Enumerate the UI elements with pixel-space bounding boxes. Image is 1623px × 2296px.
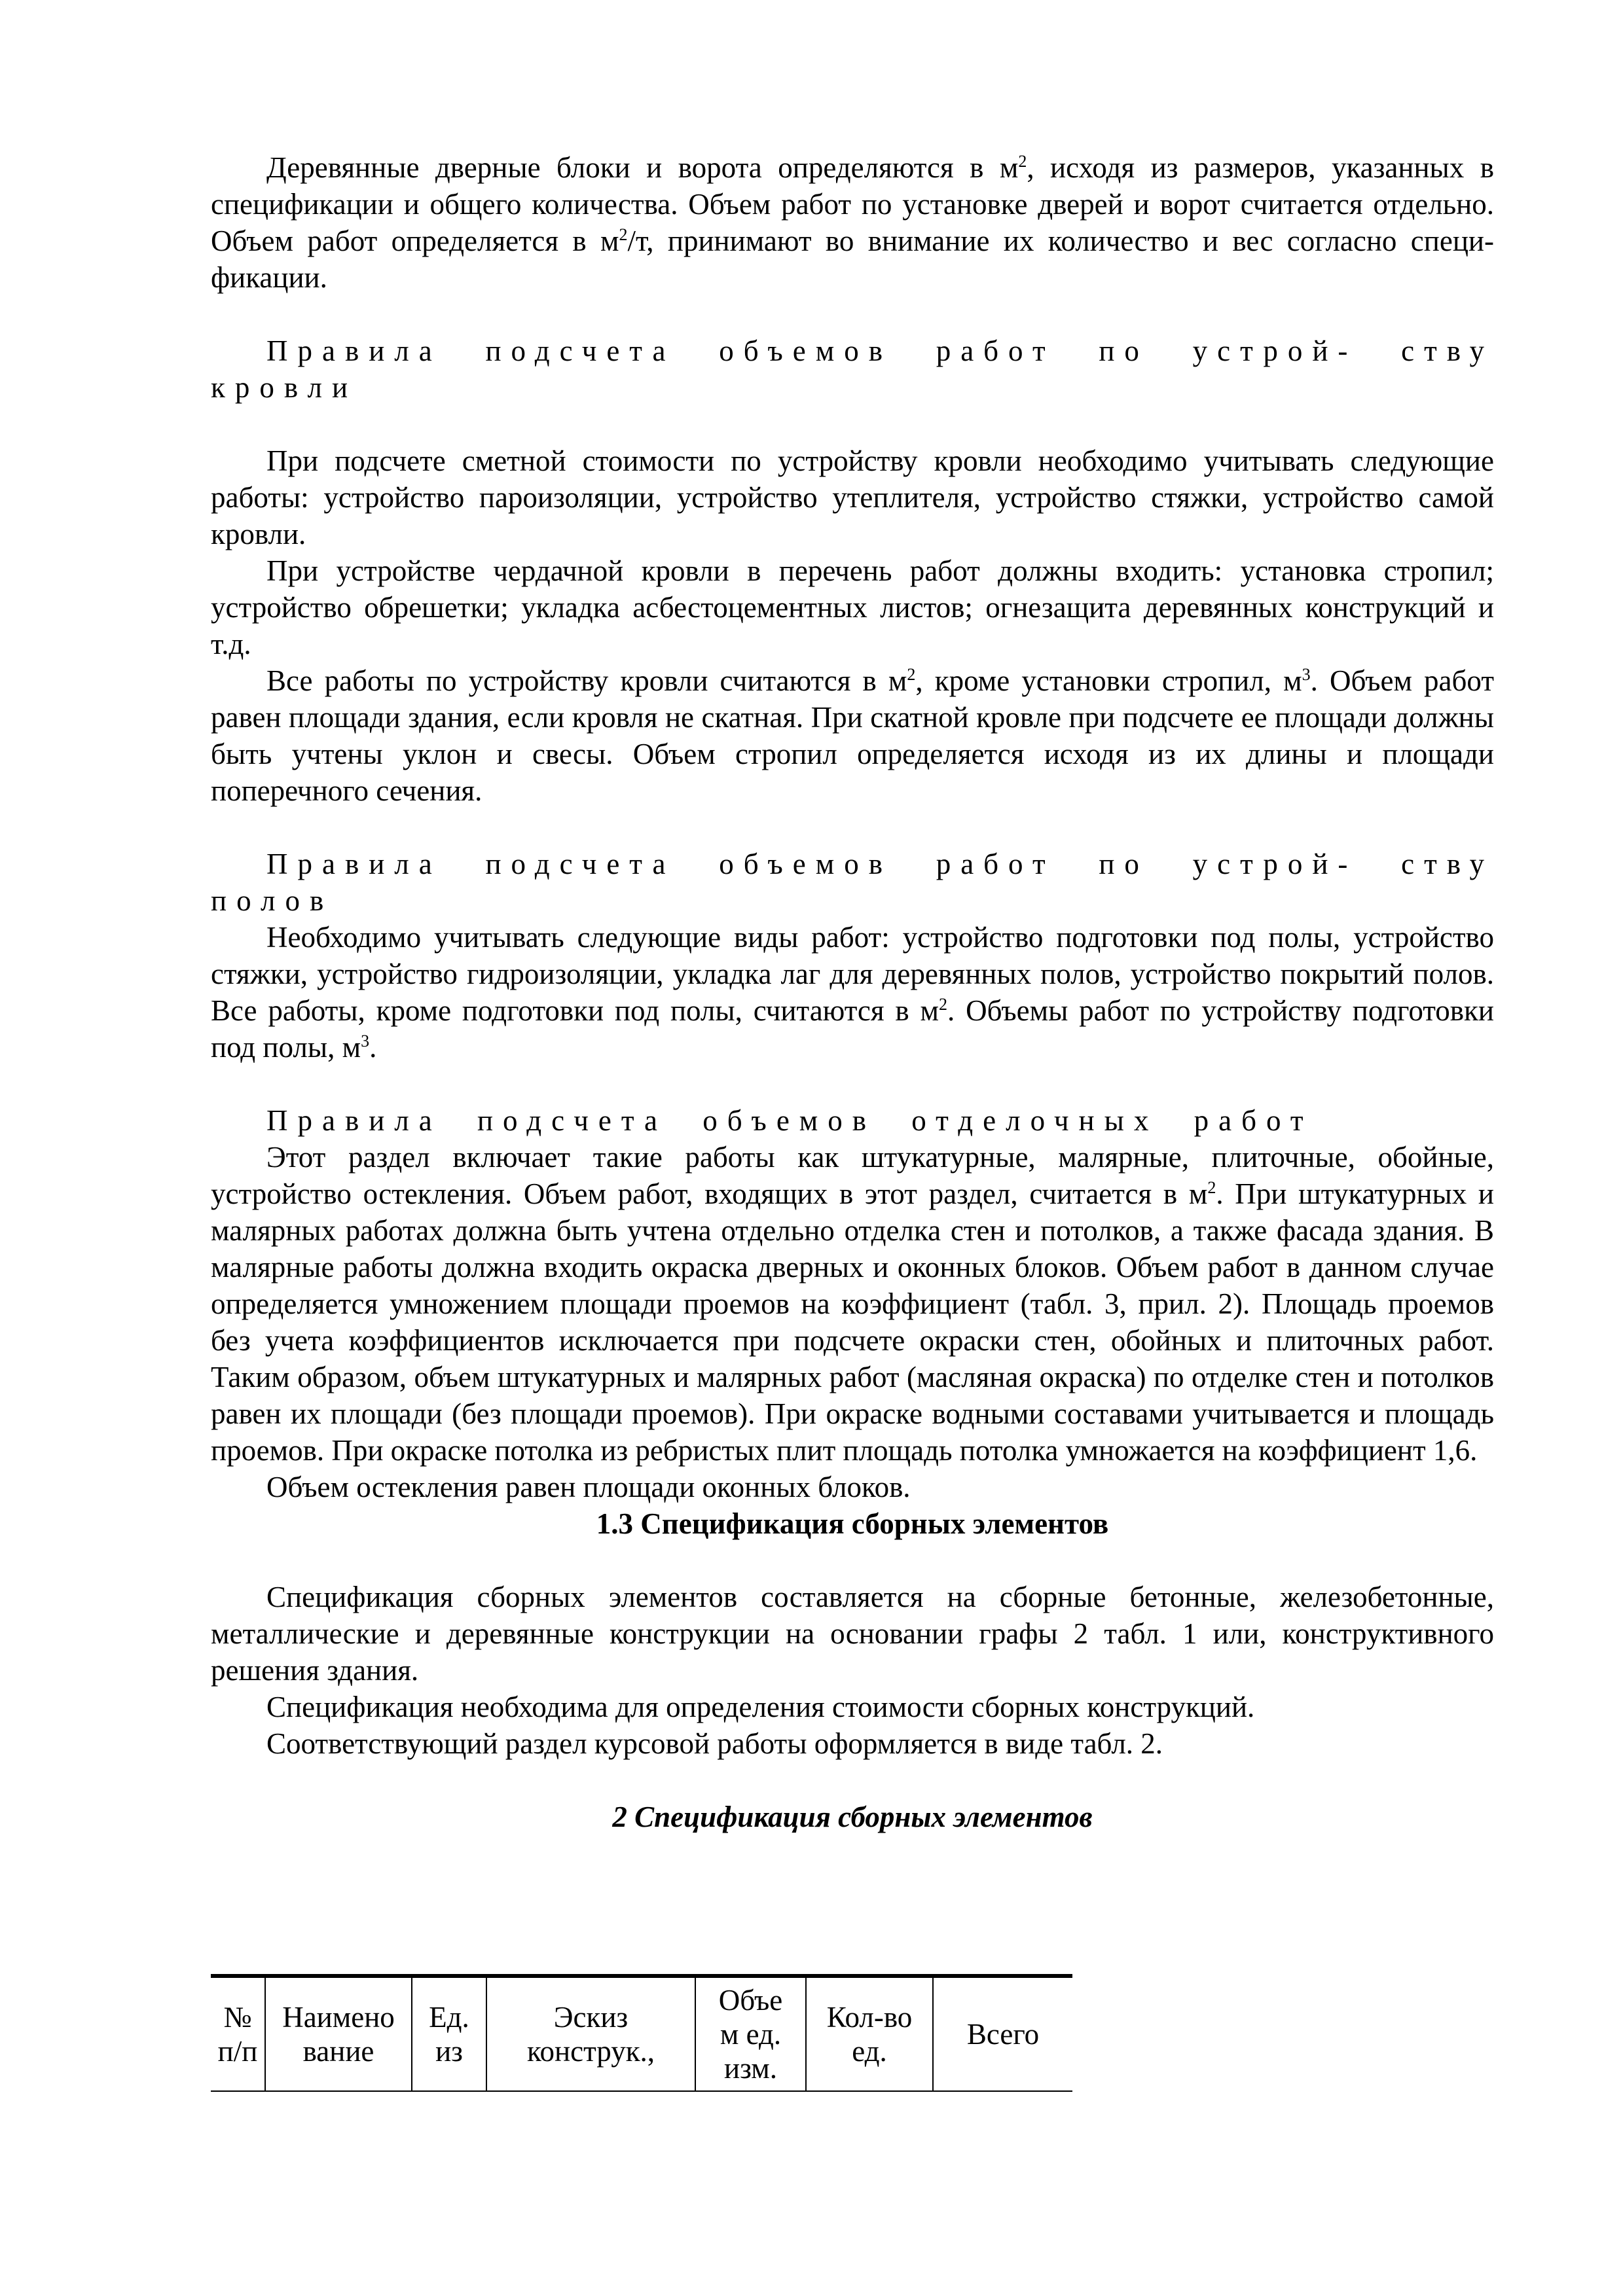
superscript: 2 bbox=[1018, 152, 1027, 171]
heading-roof-rules: Правила подсчета объемов работ по устрой- ству кровли bbox=[211, 334, 1494, 404]
paragraph-roof-volume bbox=[211, 662, 1494, 809]
superscript: 2 bbox=[939, 995, 947, 1014]
text-segment: . Объем работ равен площади здания, если кровля не скатная. При скатной кровле при подсчете ее площади должны быть учтены уклон и свесы. Объем стропил определяется исходя из их длины и площади поперечного сечения. bbox=[211, 664, 1495, 807]
superscript: 2 bbox=[619, 225, 628, 244]
heading-floor-rules: Правила подсчета объемов работ по устрой- ству полов bbox=[211, 848, 1494, 917]
text-segment: /т, принимают во внимание их количество и вес согласно специ- фикации. bbox=[211, 224, 1494, 294]
header-cell-total: Всего bbox=[933, 1976, 1072, 2091]
superscript: 2 bbox=[1207, 1178, 1216, 1197]
paragraph-spec-purpose: Спецификация необходима для определения стоимости сборных конструкций. bbox=[266, 1691, 1255, 1723]
header-cell-number: № п/п bbox=[211, 1976, 265, 2091]
paragraph-doors bbox=[211, 149, 1494, 296]
superscript: 3 bbox=[361, 1031, 370, 1050]
text-segment: . При штукатурных и малярных работах должна быть учтена отдельно отделка стен и потолков, а также фасада здания. В малярные работы должна входить окраска дверных и оконных блоков. Объем работ в данном случае определяется умножением площади проемов на коэффициент (табл. 3, прил. 2). Площадь проемов без учета коэффициентов исключается при подсчете окраски стен, обойных и плиточных работ. Таким образом, объем штукатурных и малярных работ (масляная окраска) по отделке стен и потолков равен их площади (без площади проемов). При окраске водными составами учитывается и площадь проемов. При окраске потолка из ребристых плит площадь потолка умножается на коэффициент 1,6. bbox=[211, 1177, 1495, 1467]
header-cell-quantity: Кол-во ед. bbox=[806, 1976, 933, 2091]
table-caption: 2 Спецификация сборных элементов bbox=[612, 1801, 1093, 1833]
paragraph-spec-format: Соответствующий раздел курсовой работы оформляется в виде табл. 2. bbox=[266, 1727, 1163, 1760]
heading-finishing-rules: Правила подсчета объемов отделочных работ bbox=[266, 1104, 1313, 1137]
superscript: 3 bbox=[1302, 665, 1311, 684]
text-segment: . Объемы работ по устройству подготовки под полы, м bbox=[211, 994, 1494, 1064]
header-cell-unit: Ед. из bbox=[412, 1976, 486, 2091]
header-cell-sketch: Эскиз конструк., bbox=[486, 1976, 695, 2091]
paragraph-finishing bbox=[211, 1139, 1494, 1469]
specification-table bbox=[211, 1974, 1072, 2092]
text-segment: Необходимо учитывать следующие виды работ: устройство подготовки под полы, устройство стяжки, устройство гидроизоляции, укладка лаг для деревянных полов, устройство покрытий полов. Все работы, кроме подготовки под полы, считаются в м bbox=[211, 921, 1494, 1027]
header-cell-name: Наимено вание bbox=[265, 1976, 412, 2091]
document-page bbox=[211, 149, 1494, 1835]
text-segment: Этот раздел включает такие работы как штукатурные, малярные, плиточные, обойные, устройство остекления. Объем работ, входящих в этот раздел, считается в м bbox=[211, 1141, 1494, 1210]
text-segment: . bbox=[369, 1031, 377, 1064]
paragraph-glazing: Объем остекления равен площади оконных блоков. bbox=[266, 1471, 911, 1503]
paragraph-attic-roof: При устройстве чердачной кровли в перечень работ должны входить: установка стропил; устройство обрешетки; укладка асбестоцементных листов; огнезащита деревянных конструкций и т.д. bbox=[211, 554, 1494, 660]
text-segment: Деревянные дверные блоки и ворота определяются в м bbox=[266, 151, 1019, 184]
text-segment: , исходя из размеров, указанных в спецификации и общего количества. Объем работ по установке дверей и ворот считается отдельно. Объем работ определяется в м bbox=[211, 151, 1494, 257]
table-header-row bbox=[211, 1976, 1072, 2091]
section-title: 1.3 Спецификация сборных элементов bbox=[596, 1507, 1109, 1540]
paragraph-floors bbox=[211, 919, 1494, 1066]
header-cell-unit-volume: Объе м ед. изм. bbox=[695, 1976, 806, 2091]
superscript: 2 bbox=[907, 665, 916, 684]
text-segment: , кроме установки стропил, м bbox=[915, 664, 1302, 697]
paragraph-specification: Спецификация сборных элементов составляется на сборные бетонные, железобетонные, металлические и деревянные конструкции на основании графы 2 табл. 1 или, конструктивного решения здания. bbox=[211, 1581, 1494, 1687]
text-segment: Все работы по устройству кровли считаются в м bbox=[266, 664, 907, 697]
paragraph-roof-estimate: При подсчете сметной стоимости по устройству кровли необходимо учитывать следующие работы: устройство пароизоляции, устройство утеплителя, устройство стяжки, устройство самой кровли. bbox=[211, 444, 1494, 550]
